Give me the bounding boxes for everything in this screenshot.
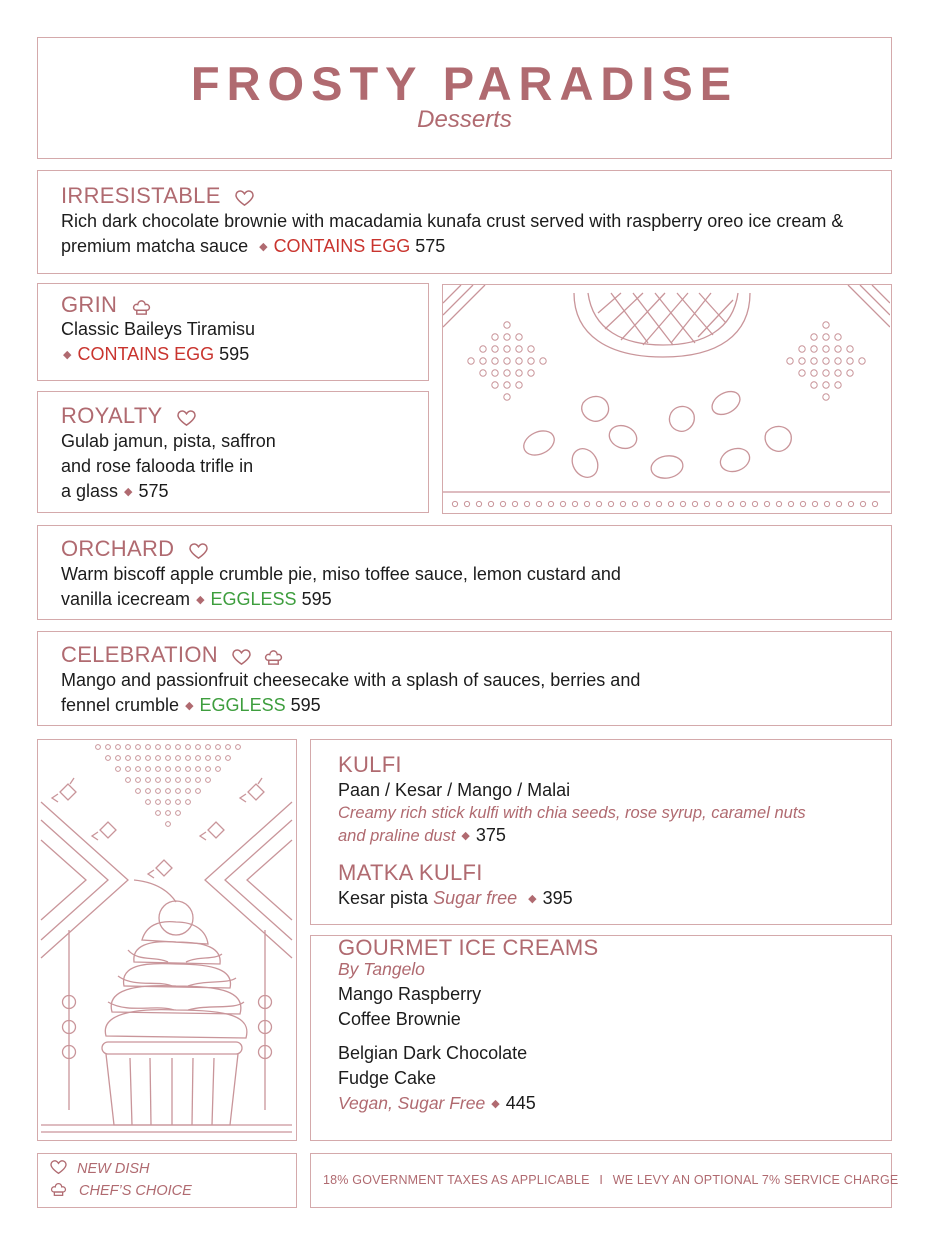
legend-chefs-choice: CHEF’S CHOICE bbox=[79, 1183, 192, 1199]
item-price: 375 bbox=[475, 825, 506, 845]
restaurant-title: FROSTY PARADISE bbox=[190, 57, 739, 110]
item-royalty bbox=[37, 391, 429, 513]
item-name: MATKA KULFI bbox=[338, 860, 483, 885]
eggless-tag: EGGLESS bbox=[199, 695, 286, 715]
diamond-icon: ◆ bbox=[196, 594, 205, 606]
item-name: ORCHARD bbox=[61, 536, 175, 561]
pie-illustration bbox=[443, 285, 890, 512]
item-gourmet-icecreams bbox=[310, 935, 892, 1141]
item-price: 595 bbox=[219, 344, 250, 364]
item-irresistable bbox=[37, 170, 892, 274]
item-price: 575 bbox=[138, 481, 169, 501]
diamond-icon: ◆ bbox=[124, 486, 133, 498]
item-price: 595 bbox=[301, 589, 332, 609]
item-name: CELEBRATION bbox=[61, 642, 218, 667]
item-name: GRIN bbox=[61, 292, 118, 317]
heart-icon bbox=[189, 543, 208, 560]
chef-hat-icon bbox=[132, 299, 151, 316]
item-price: 445 bbox=[505, 1093, 536, 1113]
item-description: Classic Baileys Tiramisu bbox=[61, 319, 256, 339]
item-kulfi-group bbox=[310, 739, 892, 925]
contains-egg-tag: CONTAINS EGG bbox=[273, 236, 411, 256]
item-note: Vegan, Sugar Free bbox=[338, 1093, 486, 1113]
kulfi-flavours: Paan / Kesar / Mango / Malai bbox=[338, 780, 571, 800]
diamond-icon: ◆ bbox=[491, 1098, 500, 1110]
icecream-illustration-panel bbox=[37, 739, 297, 1141]
item-price: 395 bbox=[542, 888, 573, 908]
gourmet-flavour: Belgian Dark Chocolate bbox=[338, 1043, 528, 1063]
item-name: GOURMET ICE CREAMS bbox=[338, 935, 599, 960]
legend-box bbox=[37, 1153, 297, 1208]
item-celebration bbox=[37, 631, 892, 726]
matka-flavour: Kesar pista bbox=[338, 888, 429, 908]
item-description-line: and rose falooda trifle in bbox=[61, 456, 254, 476]
chef-hat-icon bbox=[50, 1182, 67, 1197]
heart-icon bbox=[232, 649, 251, 666]
item-note: and praline dust bbox=[338, 827, 456, 845]
item-orchard bbox=[37, 525, 892, 620]
diamond-icon: ◆ bbox=[185, 700, 194, 712]
gourmet-flavour: Mango Raspberry bbox=[338, 984, 482, 1004]
pie-illustration-panel bbox=[442, 284, 892, 514]
heart-icon bbox=[50, 1160, 67, 1175]
item-note: Sugar free bbox=[433, 888, 518, 908]
item-name: ROYALTY bbox=[61, 403, 163, 428]
gourmet-flavour: Fudge Cake bbox=[338, 1068, 437, 1088]
diamond-icon: ◆ bbox=[63, 349, 72, 361]
item-description-line: vanilla icecream bbox=[61, 589, 191, 609]
diamond-icon: ◆ bbox=[259, 241, 268, 253]
contains-egg-tag: CONTAINS EGG bbox=[77, 344, 215, 364]
legend-new-dish: NEW DISH bbox=[77, 1161, 150, 1177]
item-price: 595 bbox=[290, 695, 321, 715]
service-charge-note: WE LEVY AN OPTIONAL 7% SERVICE CHARGE bbox=[612, 1173, 899, 1187]
item-price: 575 bbox=[415, 236, 446, 256]
heart-icon bbox=[235, 190, 254, 207]
eggless-tag: EGGLESS bbox=[210, 589, 297, 609]
item-grin bbox=[37, 283, 429, 381]
item-note: Creamy rich stick kulfi with chia seeds, rose syrup, caramel nuts bbox=[338, 804, 806, 822]
brand-note: By Tangelo bbox=[338, 959, 425, 979]
diamond-icon: ◆ bbox=[528, 893, 537, 905]
chef-hat-icon bbox=[264, 649, 283, 666]
heart-icon bbox=[177, 410, 196, 427]
menu-section-subtitle: Desserts bbox=[417, 106, 512, 133]
footer-separator: I bbox=[599, 1173, 604, 1187]
item-description-line: fennel crumble bbox=[61, 695, 180, 715]
gourmet-flavour: Coffee Brownie bbox=[338, 1009, 461, 1029]
item-description-line: a glass bbox=[61, 481, 119, 501]
item-name: IRRESISTABLE bbox=[61, 183, 221, 208]
diamond-icon: ◆ bbox=[461, 830, 470, 842]
item-description: Rich dark chocolate brownie with macadamia kunafa crust served with raspberry oreo ice cream & premium matcha sauce bbox=[61, 211, 844, 256]
item-name: KULFI bbox=[338, 752, 402, 777]
footer-box bbox=[310, 1153, 899, 1208]
item-description-line: Warm biscoff apple crumble pie, miso toffee sauce, lemon custard and bbox=[61, 564, 621, 584]
item-description-line: Gulab jamun, pista, saffron bbox=[61, 431, 276, 451]
icecream-illustration bbox=[38, 740, 295, 1139]
item-description-line: Mango and passionfruit cheesecake with a splash of sauces, berries and bbox=[61, 670, 641, 690]
tax-note: 18% GOVERNMENT TAXES AS APPLICABLE bbox=[323, 1173, 590, 1187]
header-box bbox=[37, 37, 892, 159]
